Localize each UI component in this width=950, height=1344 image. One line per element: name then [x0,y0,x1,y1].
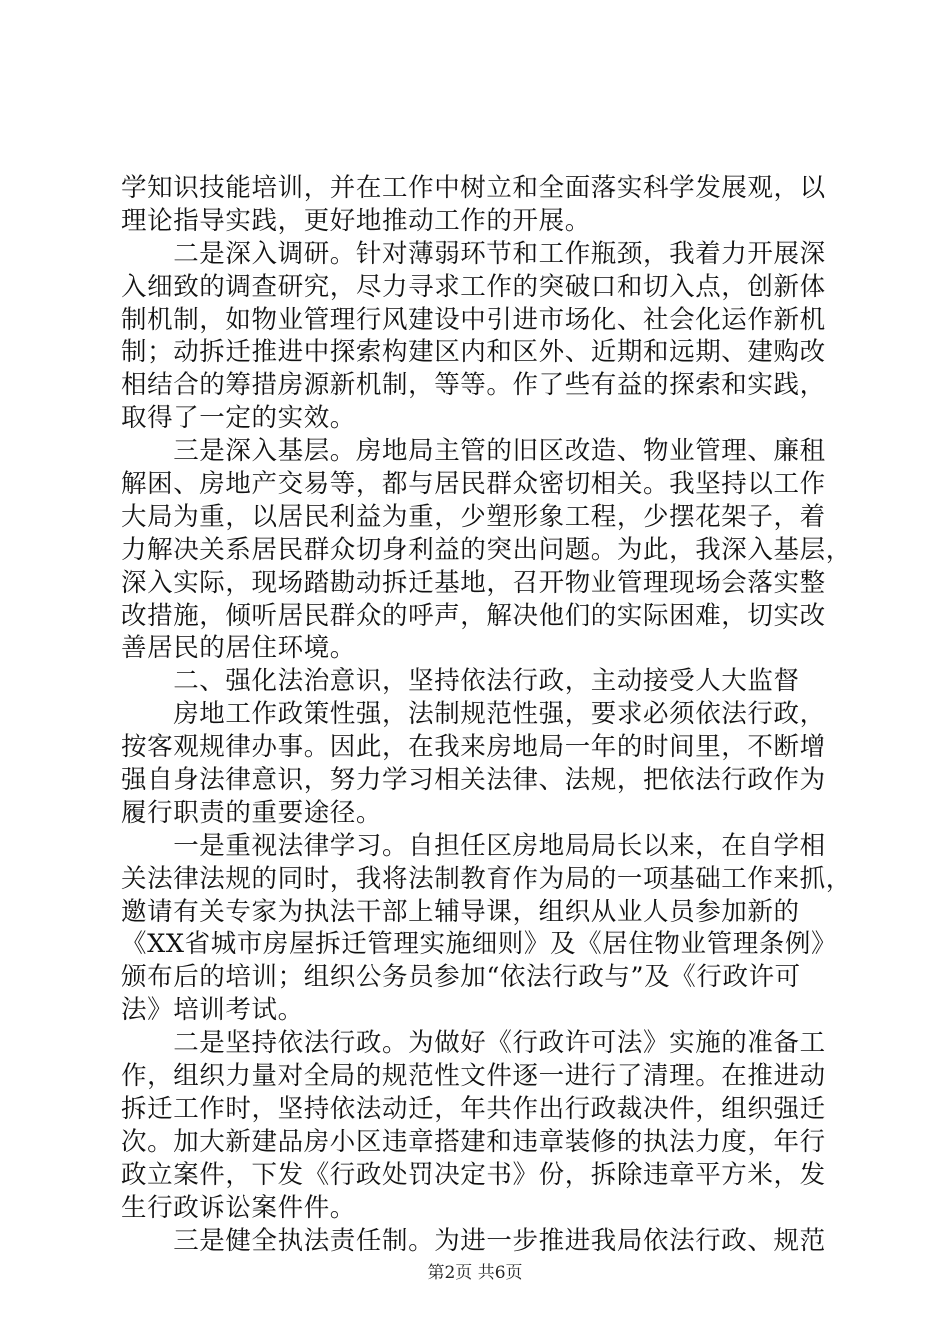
text-line: 三是深入基层。房地局主管的旧区改造、物业管理、廉租 [121,436,826,467]
text-line: 力解决关系居民群众切身利益的突出问题。为此，我深入基层， [121,534,852,565]
text-line: 深入实际，现场踏勘动拆迁基地，召开物业管理现场会落实整 [121,567,826,598]
text-line: 善居民的居住环境。 [121,633,356,664]
text-line: 房地工作政策性强，法制规范性强，要求必须依法行政， [121,699,826,730]
page-footer [0,1262,950,1284]
text-line: 按客观规律办事。因此，在我来房地局一年的时间里，不断增 [121,732,826,763]
text-line: 生行政诉讼案件件。 [121,1192,356,1223]
text-line: 履行职责的重要途径。 [121,797,383,828]
text-line: 法》培训考试。 [121,995,304,1026]
text-line: 入细致的调查研究，尽力寻求工作的突破口和切入点，创新体 [121,271,826,302]
text-line: 大局为重，以居民利益为重，少塑形象工程，少摆花架子，着 [121,501,826,532]
text-line: 三是健全执法责任制。为进一步推进我局依法行政、规范 [121,1225,826,1256]
text-line: 取得了一定的实效。 [121,403,356,434]
text-line: 拆迁工作时，坚持依法动迁，年共作出行政裁决件，组织强迁 [121,1093,826,1124]
section-heading: 二、强化法治意识，坚持依法行政，主动接受人大监督 [121,666,800,697]
text-line: 次。加大新建品房小区违章搭建和违章装修的执法力度，年行 [121,1126,826,1157]
text-line: 制；动拆迁推进中探索构建区内和区外、近期和远期、建购改 [121,337,826,368]
text-line: 关法律法规的同时，我将法制教育作为局的一项基础工作来抓， [121,863,852,894]
text-line: 二是坚持依法行政。为做好《行政许可法》实施的准备工 [121,1028,826,1059]
page-number: 第2页 共6页 [427,1263,523,1283]
text-line: 改措施，倾听居民群众的呼声，解决他们的实际困难，切实改 [121,600,826,631]
text-line: 作，组织力量对全局的规范性文件逐一进行了清理。在推进动 [121,1061,826,1092]
text-line: 颁布后的培训；组织公务员参加“依法行政与”及《行政许可 [121,962,801,993]
text-line: 二是深入调研。针对薄弱环节和工作瓶颈，我着力开展深 [121,238,826,269]
text-line: 相结合的筹措房源新机制，等等。作了些有益的探索和实践， [121,370,826,401]
document-body [121,172,852,1257]
text-line: 一是重视法律学习。自担任区房地局局长以来，在自学相 [121,830,826,861]
text-line: 学知识技能培训，并在工作中树立和全面落实科学发展观，以 [121,173,826,203]
text-line: 《XX省城市房屋拆迁管理实施细则》及《居住物业管理条例》 [121,929,838,960]
text-line: 邀请有关专家为执法干部上辅导课，组织从业人员参加新的 [121,896,800,927]
text-line: 解困、房地产交易等，都与居民群众密切相关。我坚持以工作 [121,469,826,500]
text-line: 政立案件，下发《行政处罚决定书》份，拆除违章平方米，发 [121,1159,826,1190]
text-line: 强自身法律意识，努力学习相关法律、法规，把依法行政作为 [121,765,826,796]
text-line: 制机制，如物业管理行风建设中引进市场化、社会化运作新机 [121,304,826,335]
text-line: 理论指导实践，更好地推动工作的开展。 [121,205,591,236]
